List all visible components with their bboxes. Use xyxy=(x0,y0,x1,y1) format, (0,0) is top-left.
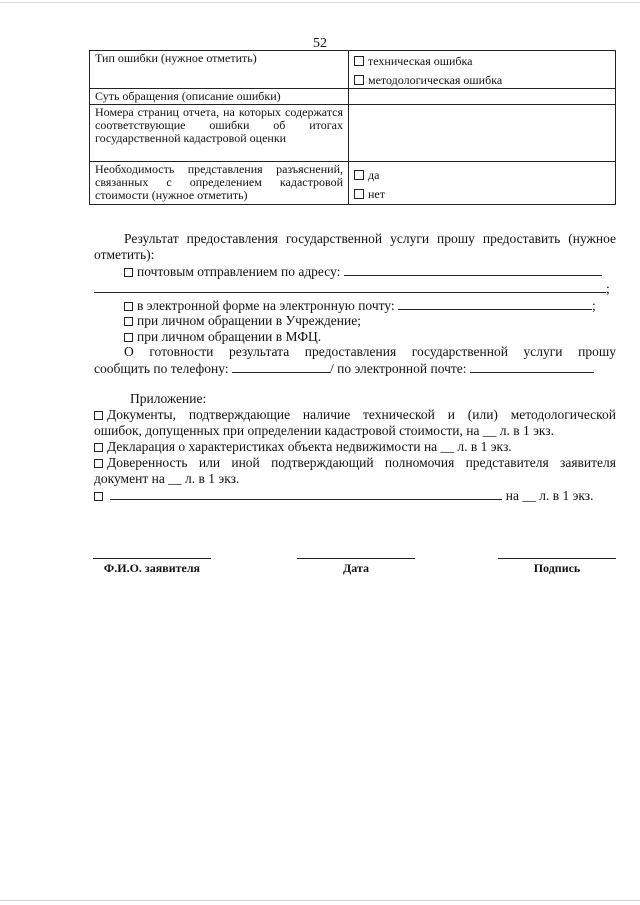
result-intro: Результат предоставления государственной услуги прошу предоставить (нужное отметить): xyxy=(94,231,616,262)
appendix-item-4[interactable] xyxy=(94,487,616,504)
phone-field[interactable] xyxy=(232,360,330,373)
checkbox-icon[interactable] xyxy=(354,56,364,66)
appeal-essence-label: Суть обращения (описание ошибки) xyxy=(90,89,349,105)
delivery-institution-label: при личном обращении в Учреждение; xyxy=(137,313,361,328)
semicolon: ; xyxy=(592,298,596,313)
checkbox-icon[interactable] xyxy=(354,75,364,85)
checkbox-icon[interactable] xyxy=(94,492,103,501)
delivery-institution[interactable] xyxy=(124,313,361,329)
appendix-item-3[interactable] xyxy=(94,455,616,471)
option-label: да xyxy=(368,168,380,182)
notify-email-field[interactable] xyxy=(470,360,594,373)
delivery-mfc[interactable] xyxy=(124,329,321,345)
clarification-label: Необходимость представления разъяснений, связанных с определением кадастровой стоимости (нужное отметить) xyxy=(90,162,349,205)
fio-signature-line[interactable] xyxy=(93,558,211,559)
report-pages-field[interactable] xyxy=(349,105,616,162)
address-field[interactable] xyxy=(344,263,602,276)
appeal-essence-field[interactable] xyxy=(349,89,616,105)
option-technical[interactable] xyxy=(354,55,610,68)
clarification-options xyxy=(349,162,616,205)
option-methodological[interactable] xyxy=(354,74,610,87)
fio-label: Ф.И.О. заявителя xyxy=(103,561,201,575)
date-label: Дата xyxy=(343,561,369,575)
delivery-email-label: в электронной форме на электронную почту: xyxy=(137,298,395,313)
table-row xyxy=(90,162,616,205)
option-yes[interactable] xyxy=(354,169,610,182)
readiness-phone-label: сообщить по телефону: xyxy=(94,361,229,376)
delivery-mail[interactable] xyxy=(124,263,616,280)
checkbox-icon[interactable] xyxy=(94,411,103,420)
appendix-item-1[interactable] xyxy=(94,407,616,423)
appendix-item-2[interactable] xyxy=(94,439,512,455)
delivery-email[interactable] xyxy=(124,297,616,314)
appendix-item-1-cont: ошибок, допущенных при определении кадастровой стоимости, на __ л. в 1 экз. xyxy=(94,423,554,438)
option-no[interactable] xyxy=(354,188,610,201)
appendix-title: Приложение: xyxy=(130,391,207,406)
email-field[interactable] xyxy=(398,297,592,310)
option-label: методологическая ошибка xyxy=(368,73,503,87)
readiness-email-label: / по электронной почте: xyxy=(329,361,467,376)
option-label: нет xyxy=(368,187,385,201)
scan-edge-top xyxy=(0,2,640,3)
checkbox-icon[interactable] xyxy=(124,302,133,311)
checkbox-icon[interactable] xyxy=(124,317,133,326)
appendix-item-4-suffix: на __ л. в 1 экз. xyxy=(505,488,594,503)
report-pages-label: Номера страниц отчета, на которых содержатся соответствующие ошибки об итогах государственной кадастровой оценки xyxy=(90,105,349,162)
semicolon: ; xyxy=(606,281,610,296)
other-document-field[interactable] xyxy=(110,487,502,500)
checkbox-icon[interactable] xyxy=(354,170,364,180)
delivery-mfc-label: при личном обращении в МФЦ. xyxy=(137,329,322,344)
error-type-label: Тип ошибки (нужное отметить) xyxy=(90,51,349,89)
appendix-item-2-text: Декларация о характеристиках объекта недвижимости на __ л. в 1 экз. xyxy=(107,439,512,454)
error-type-options xyxy=(349,51,616,89)
table-row xyxy=(90,51,616,89)
appendix-item-1-text: Документы, подтверждающие наличие технической и (или) методологической xyxy=(107,407,616,422)
address-continuation xyxy=(94,280,616,297)
scan-edge-bottom xyxy=(0,900,640,901)
error-form-table xyxy=(89,50,616,205)
checkbox-icon[interactable] xyxy=(124,268,133,277)
date-signature-line[interactable] xyxy=(297,558,415,559)
checkbox-icon[interactable] xyxy=(354,189,364,199)
checkbox-icon[interactable] xyxy=(94,443,103,452)
option-label: техническая ошибка xyxy=(368,54,473,68)
appendix-item-3-cont: документ на __ л. в 1 экз. xyxy=(94,471,240,486)
address-field-line2[interactable] xyxy=(94,280,606,293)
sign-label: Подпись xyxy=(533,561,581,575)
delivery-mail-label: почтовым отправлением по адресу: xyxy=(137,264,341,279)
table-row xyxy=(90,105,616,162)
checkbox-icon[interactable] xyxy=(124,333,133,342)
readiness-line1: О готовности результата предоставления государственной услуги прошу xyxy=(124,344,616,359)
page-number: 52 xyxy=(313,36,327,51)
table-row xyxy=(90,89,616,105)
readiness-line2 xyxy=(94,360,616,377)
checkbox-icon[interactable] xyxy=(94,459,103,468)
sign-signature-line[interactable] xyxy=(498,558,616,559)
appendix-item-3-text: Доверенность или иной подтверждающий полномочия представителя заявителя xyxy=(107,455,616,470)
